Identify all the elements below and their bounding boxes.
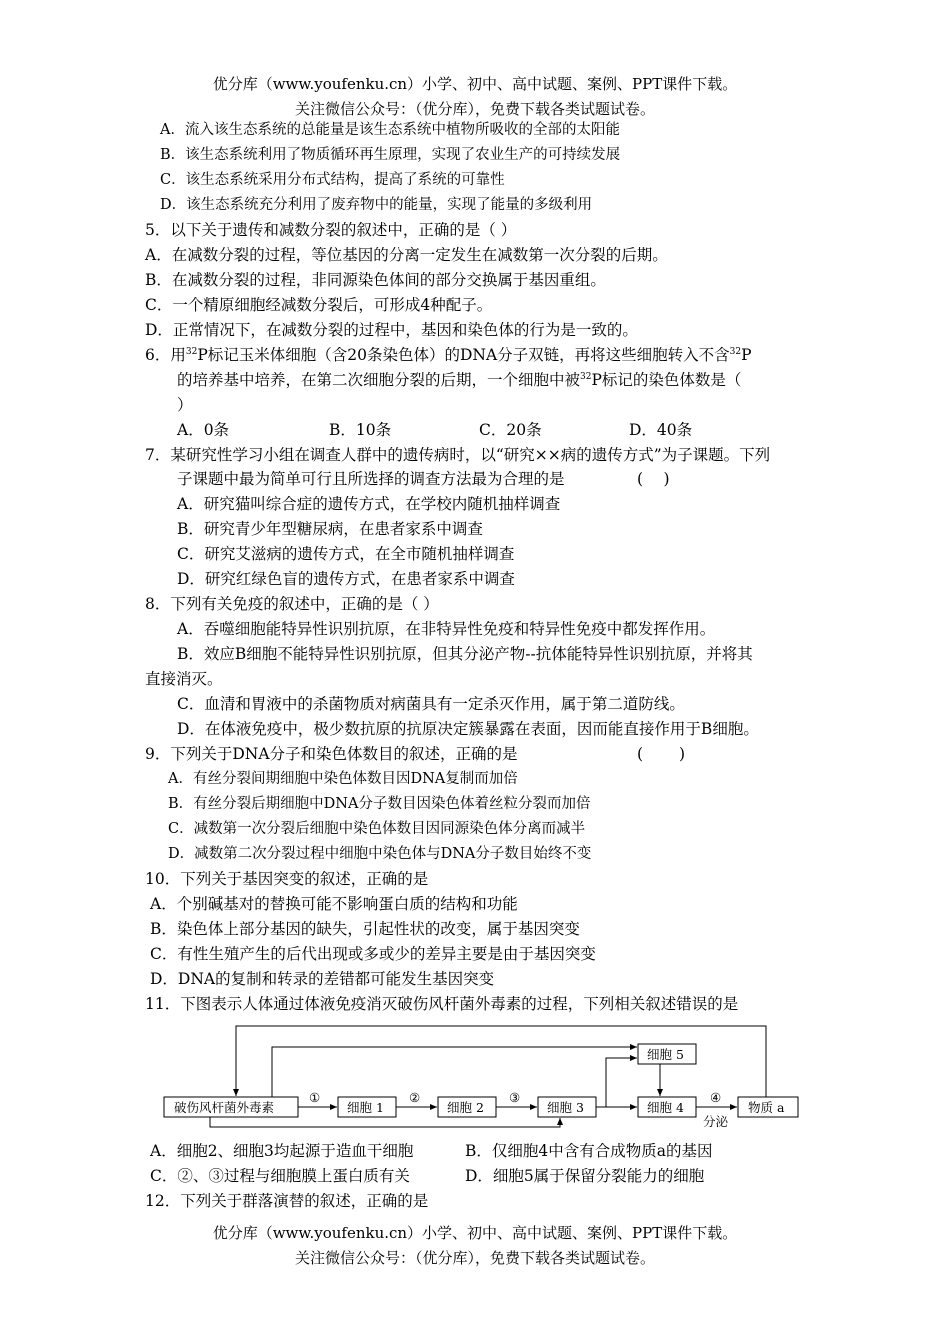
step-2-label: ② [409, 1090, 421, 1105]
immune-process-diagram [150, 1020, 810, 1135]
q6-stem-a: 6．用 [145, 346, 186, 364]
q7-stem-1: 7．某研究性学习小组在调查人群中的遗传病时，以“研究××病的遗传方式”为子课题。下列 [145, 446, 771, 464]
q8-stem: 8．下列有关免疫的叙述中，正确的是（ ） [145, 595, 439, 613]
q9-option-a: A．有丝分裂间期细胞中染色体数目因DNA复制而加倍 [168, 771, 518, 787]
q6-stem [145, 344, 752, 366]
q6-stem-c: P [741, 346, 752, 364]
step-4-label: ④ [710, 1090, 722, 1105]
q8-option-b-line-2: 直接消灭。 [145, 670, 223, 688]
q7-stem-2: 子课题中最为简单可行且所选择的调查方法最为合理的是 [177, 470, 565, 488]
arrow-toxin-cell3 [210, 1117, 560, 1127]
q5-option-a: A．在减数分裂的过程，等位基因的分离一定发生在减数第一次分裂的后期。 [145, 246, 668, 264]
q10-option-b: B．染色体上部分基因的缺失，引起性状的改变，属于基因突变 [150, 920, 580, 938]
substance-label: 物质 a [748, 1100, 785, 1115]
q11-option-b: B．仅细胞4中含有合成物质a的基因 [465, 1142, 713, 1160]
q7-option-b: B．研究青少年型糖尿病，在患者家系中调查 [177, 520, 483, 538]
step-1-label: ① [309, 1090, 321, 1105]
q6-sup-2: 32 [729, 347, 742, 357]
q5-option-c: C．一个精原细胞经减数分裂后，可形成4种配子。 [145, 296, 493, 314]
q6-stem-line-3: ） [177, 396, 193, 414]
cell3-label: 细胞 3 [547, 1100, 584, 1115]
q6-stem-b: P标记玉米体细胞（含20条染色体）的DNA分子双链，再将这些细胞转入不含 [197, 346, 730, 364]
footer-line-1: 优分库（www.youfenku.cn）小学、初中、高中试题、案例、PPT课件下载。 [212, 1224, 738, 1242]
q11-option-a: A．细胞2、细胞3均起源于造血干细胞 [150, 1142, 414, 1160]
q5-stem: 5．以下关于遗传和减数分裂的叙述中，正确的是（ ） [145, 221, 517, 239]
q6-stem-line-2 [177, 369, 741, 391]
q6-option-a: A．0条 [177, 421, 230, 439]
q9-option-b: B．有丝分裂后期细胞中DNA分子数目因染色体着丝粒分裂而加倍 [168, 796, 591, 812]
cell1-label: 细胞 1 [347, 1100, 384, 1115]
cell5-label: 细胞 5 [647, 1047, 684, 1062]
q10-option-d: D．DNA的复制和转录的差错都可能发生基因突变 [150, 970, 495, 988]
arrow-cell3-cell5 [606, 1058, 637, 1107]
q8-option-d: D．在体液免疫中，极少数抗原的抗原决定簇暴露在表面，因而能直接作用于B细胞。 [177, 720, 759, 738]
q8-option-c: C．血清和胃液中的杀菌物质对病菌具有一定杀灭作用，属于第二道防线。 [177, 695, 685, 713]
q11-stem: 11．下图表示人体通过体液免疫消灭破伤风杆菌外毒素的过程，下列相关叙述错误的是 [145, 995, 739, 1013]
q4-option-c: C．该生态系统采用分布式结构，提高了系统的可靠性 [160, 172, 505, 188]
q9-option-d: D．减数第二次分裂过程中细胞中染色体与DNA分子数目始终不变 [168, 846, 592, 862]
toxin-label: 破伤风杆菌外毒素 [174, 1100, 275, 1115]
q4-option-b: B．该生态系统利用了物质循环再生原理，实现了农业生产的可持续发展 [160, 147, 621, 163]
cell4-label: 细胞 4 [647, 1100, 684, 1115]
q9-answer-paren: ( ) [637, 745, 686, 763]
q9-option-c: C．减数第一次分裂后细胞中染色体数目因同源染色体分离而减半 [168, 821, 586, 837]
q4-option-a: A．流入该生态系统的总能量是该生态系统中植物所吸收的全部的太阳能 [160, 122, 620, 138]
q7-answer-paren: ( ) [637, 470, 670, 488]
footer-line-2: 关注微信公众号：（优分库），免费下载各类试题试卷。 [294, 1249, 655, 1267]
q6-option-d: D．40条 [629, 421, 693, 439]
q9-stem: 9．下列关于DNA分子和染色体数目的叙述，正确的是 [145, 745, 518, 763]
q6-option-c: C．20条 [479, 421, 542, 439]
header-line-2: 关注微信公众号：（优分库），免费下载各类试题试卷。 [294, 100, 655, 118]
q5-option-b: B．在减数分裂的过程，非同源染色体间的部分交换属于基因重组。 [145, 271, 606, 289]
cell2-label: 细胞 2 [447, 1100, 484, 1115]
arrow-substance-toxin [236, 1026, 766, 1097]
q6-option-b: B．10条 [329, 421, 392, 439]
q6-sup-1: 32 [185, 347, 198, 357]
q7-option-a: A．研究猫叫综合症的遗传方式，在学校内随机抽样调查 [177, 495, 561, 513]
q5-option-d: D．正常情况下，在减数分裂的过程中，基因和染色体的行为是一致的。 [145, 321, 638, 339]
q6-options [177, 419, 692, 441]
secrete-label: 分泌 [703, 1114, 729, 1129]
q11-option-c: C．②、③过程与细胞膜上蛋白质有关 [150, 1167, 410, 1185]
q7-option-d: D．研究红绿色盲的遗传方式，在患者家系中调查 [177, 570, 515, 588]
arrow-toxin-cell5 [272, 1047, 637, 1097]
q7-option-c: C．研究艾滋病的遗传方式，在全市随机抽样调查 [177, 545, 515, 563]
q6-line2-b: P标记的染色体数是（ [591, 371, 742, 389]
q4-option-d: D．该生态系统充分利用了废弃物中的能量，实现了能量的多级利用 [160, 197, 593, 213]
q8-option-a: A．吞噬细胞能特异性识别抗原，在非特异性免疫和特异性免疫中都发挥作用。 [177, 620, 716, 638]
q12-stem: 12．下列关于群落演替的叙述，正确的是 [145, 1192, 429, 1210]
q10-stem: 10．下列关于基因突变的叙述，正确的是 [145, 870, 429, 888]
q6-sup-3: 32 [580, 372, 592, 382]
step-3-label: ③ [509, 1090, 521, 1105]
q10-option-a: A．个别碱基对的替换可能不影响蛋白质的结构和功能 [150, 895, 518, 913]
q6-line2-a: 的培养基中培养，在第二次细胞分裂的后期，一个细胞中被 [177, 371, 581, 389]
q11-option-d: D．细胞5属于保留分裂能力的细胞 [465, 1167, 705, 1185]
q10-option-c: C．有性生殖产生的后代出现或多或少的差异主要是由于基因突变 [150, 945, 596, 963]
q8-option-b-line-1: B．效应B细胞不能特异性识别抗原，但其分泌产物--抗体能特异性识别抗原，并将其 [177, 645, 753, 663]
header-line-1: 优分库（www.youfenku.cn）小学、初中、高中试题、案例、PPT课件下载。 [212, 75, 738, 93]
